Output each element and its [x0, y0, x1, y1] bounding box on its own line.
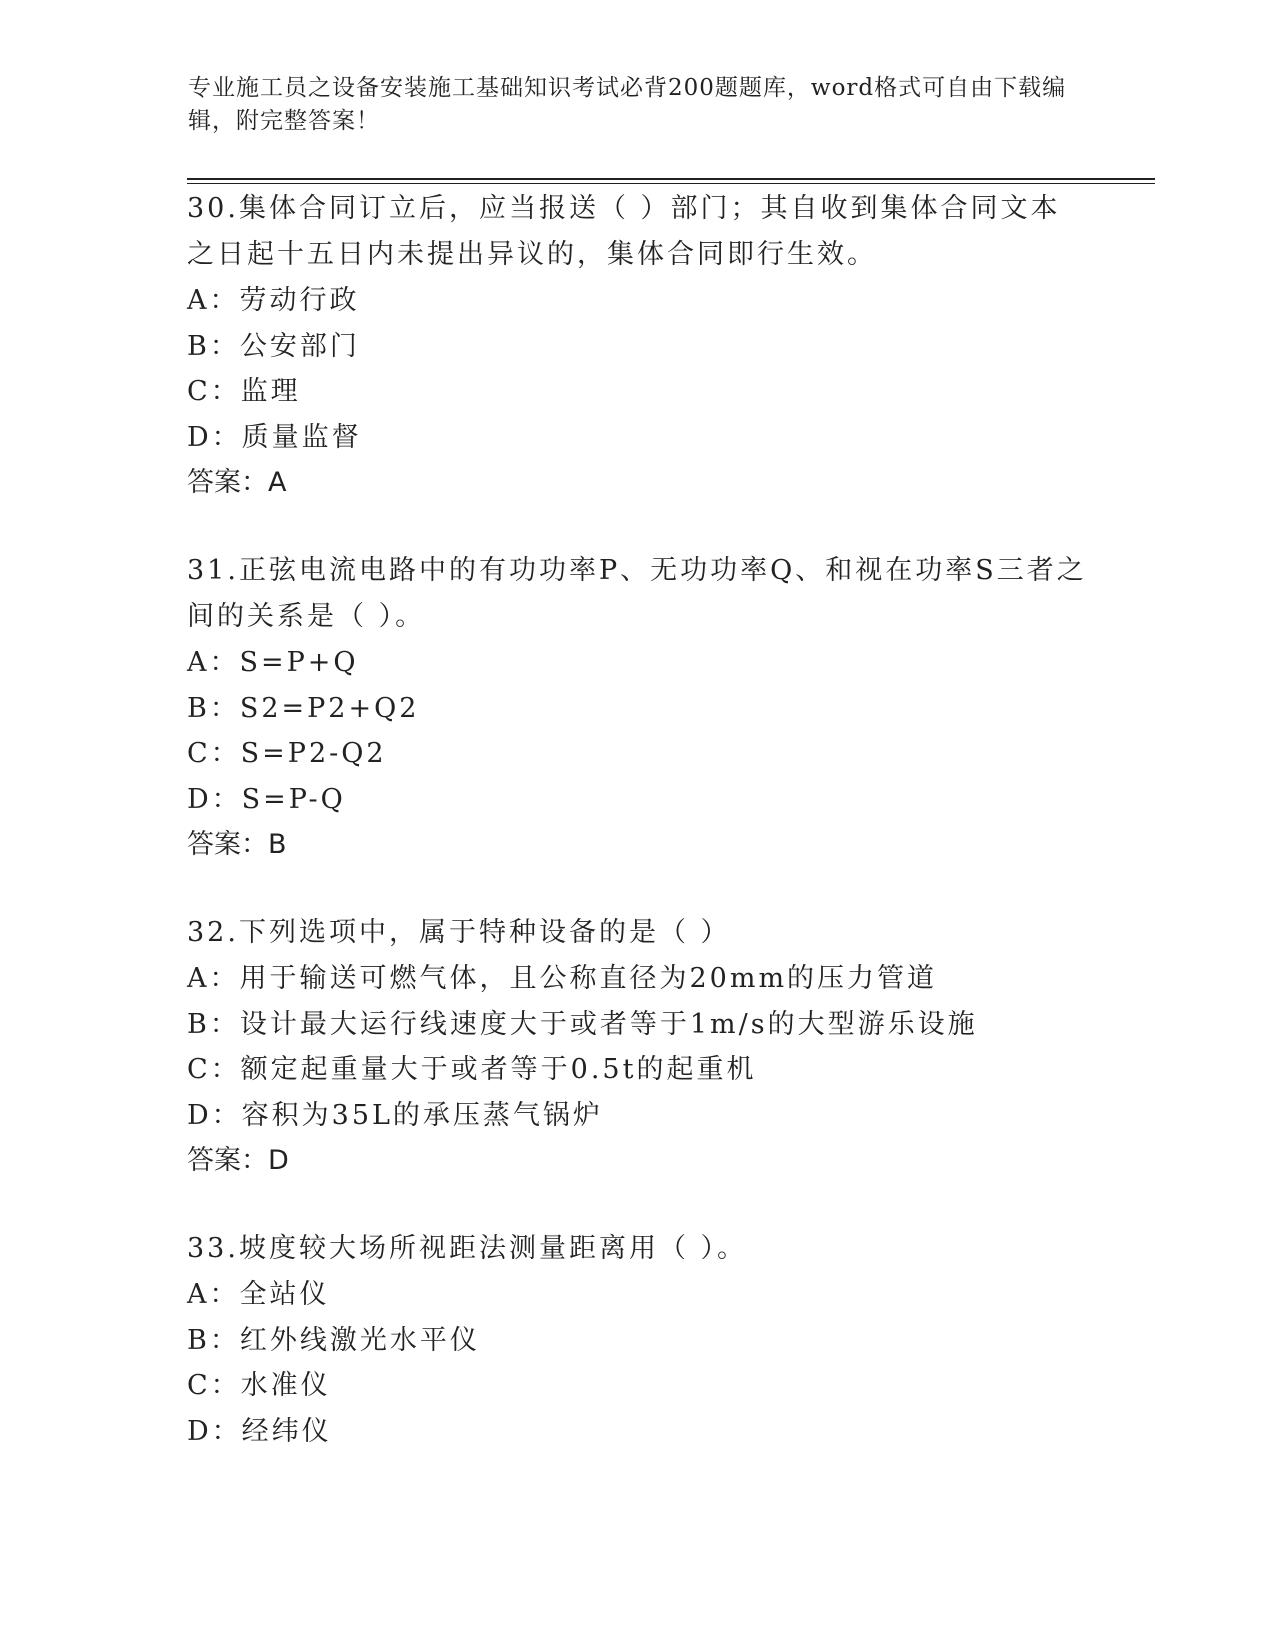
option-b: B：公安部门 — [187, 330, 360, 362]
answer-line: 答案：A — [187, 467, 287, 498]
option-c: C：水准仪 — [187, 1370, 331, 1401]
question-stem: 33.坡度较大场所视距法测量距离用（ ）。 — [187, 1233, 748, 1264]
option-b: B：设计最大运行线速度大于或者等于1m/s的大型游乐设施 — [187, 1008, 978, 1040]
option-c: C：监理 — [187, 376, 301, 407]
option-a: A：用于输送可燃气体，且公称直径为20mm的压力管道 — [187, 963, 938, 994]
option-a: A：S=P+Q — [187, 647, 359, 678]
answer-line: 答案：D — [187, 1145, 289, 1176]
header-rule-thin — [187, 183, 1155, 184]
option-b: B：S2=P2+Q2 — [187, 692, 420, 724]
option-d: D：质量监督 — [187, 421, 362, 453]
question-stem: 32.下列选项中，属于特种设备的是（ ） — [187, 917, 731, 948]
option-a: A：劳动行政 — [187, 285, 360, 316]
question-stem: 31.正弦电流电路中的有功功率P、无功功率Q、和视在功率S三者之间的关系是（ ）。 — [187, 555, 1087, 632]
option-a: A：全站仪 — [187, 1279, 330, 1310]
option-d: D：容积为35L的承压蒸气锅炉 — [187, 1099, 603, 1131]
option-c: C：额定起重量大于或者等于0.5t的起重机 — [187, 1054, 757, 1085]
question-33 — [187, 1226, 1087, 1454]
question-32 — [187, 910, 1087, 1183]
question-stem: 30.集体合同订立后，应当报送（ ）部门；其自收到集体合同文本之日起十五日内未提出异议的，集体合同即行生效。 — [187, 193, 1061, 270]
option-c: C：S=P2-Q2 — [187, 738, 387, 769]
option-d: D：S=P-Q — [187, 783, 346, 815]
header-rule-thick — [187, 178, 1155, 180]
option-b: B：红外线激光水平仪 — [187, 1324, 480, 1356]
document-header: 专业施工员之设备安装施工基础知识考试必背200题题库，word格式可自由下载编辑，附完整答案！ — [188, 75, 1067, 134]
option-d: D：经纬仪 — [187, 1415, 332, 1447]
answer-line: 答案：B — [187, 829, 287, 860]
question-31 — [187, 548, 1087, 867]
question-list — [187, 186, 1087, 1497]
question-30 — [187, 186, 1087, 505]
